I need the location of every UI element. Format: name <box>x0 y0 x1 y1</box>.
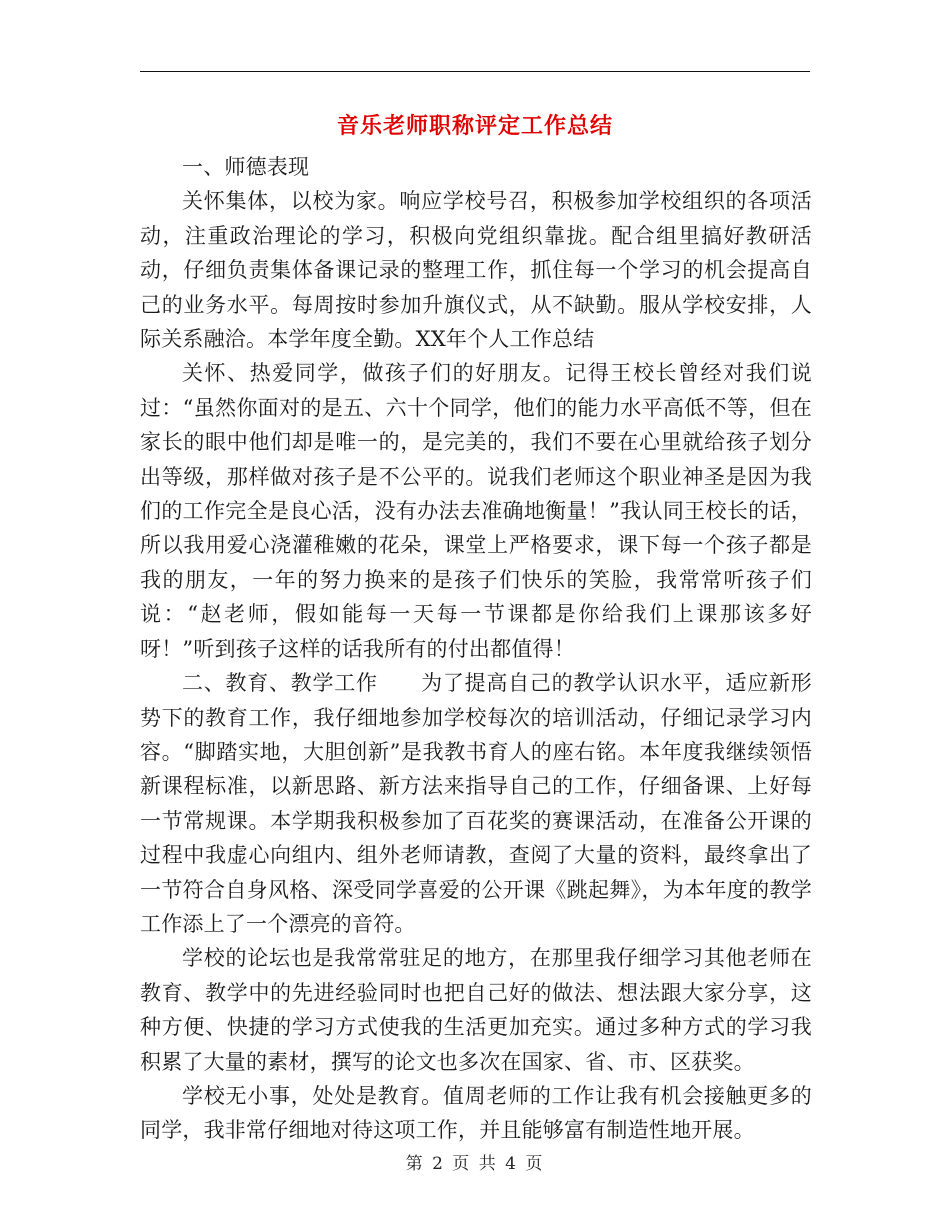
paragraph-collective: 关怀集体，以校为家。响应学校号召，积极参加学校组织的各项活动，注重政治理论的学习，积极向党组织靠拢。配合组里搞好教研活动，仔细负责集体备课记录的整理工作，抓住每一个学习的机会提高自己的业务水平。每周按时参加升旗仪式，从不缺勤。服从学校安排，人际关系融洽。本学年度全勤。XX年个人工作总结 <box>140 189 812 352</box>
paragraph-duty: 学校无小事，处处是教育。值周老师的工作让我有机会接触更多的同学，我非常仔细地对待这项工作，并且能够富有制造性地开展。 <box>140 1083 812 1143</box>
header-rule <box>140 71 810 72</box>
document-title: 音乐老师职称评定工作总结 <box>336 113 613 139</box>
section-heading-ethics: 一、师德表现 <box>182 155 310 179</box>
paragraph-students: 关怀、热爱同学，做孩子们的好朋友。记得王校长曾经对我们说过：“虽然你面对的是五、六十个同学，他们的能力水平高低不等，但在家长的眼中他们却是唯一的，是完美的，我们不要在心里就给孩子划分出等级，那样做对孩子是不公平的。说我们老师这个职业神圣是因为我们的工作完全是良心活，没有办法去准确地衡量！”我认同王校长的话，所以我用爱心浇灌稚嫩的花朵，课堂上严格要求，课下每一个孩子都是我的朋友，一年的努力换来的是孩子们快乐的笑脸，我常常听孩子们说：“赵老师，假如能每一天每一节课都是你给我们上课那该多好呀！”听到孩子这样的话我所有的付出都值得！ <box>140 361 812 661</box>
document-body <box>140 150 812 1148</box>
paragraph-teaching: 二、教育、教学工作 为了提高自己的教学认识水平，适应新形势下的教育工作，我仔细地参加学校每次的培训活动，仔细记录学习内容。“脚踏实地，大胆创新”是我教书育人的座右铭。本年度我继续领悟新课程标准，以新思路、新方法来指导自己的工作，仔细备课、上好每一节常规课。本学期我积极参加了百花奖的赛课活动，在准备公开课的过程中我虚心向组内、组外老师请教，查阅了大量的资料，最终拿出了一节符合自身风格、深受同学喜爱的公开课《跳起舞》，为本年度的教学工作添上了一个漂亮的音符。 <box>140 671 812 936</box>
page-number: 第 2 页 共 4 页 <box>405 1154 545 1174</box>
paragraph-forum: 学校的论坛也是我常常驻足的地方，在那里我仔细学习其他老师在教育、教学中的先进经验同时也把自己好的做法、想法跟大家分享，这种方便、快捷的学习方式使我的生活更加充实。通过多种方式的学习我积累了大量的素材，撰写的论文也多次在国家、省、市、区获奖。 <box>140 946 812 1074</box>
